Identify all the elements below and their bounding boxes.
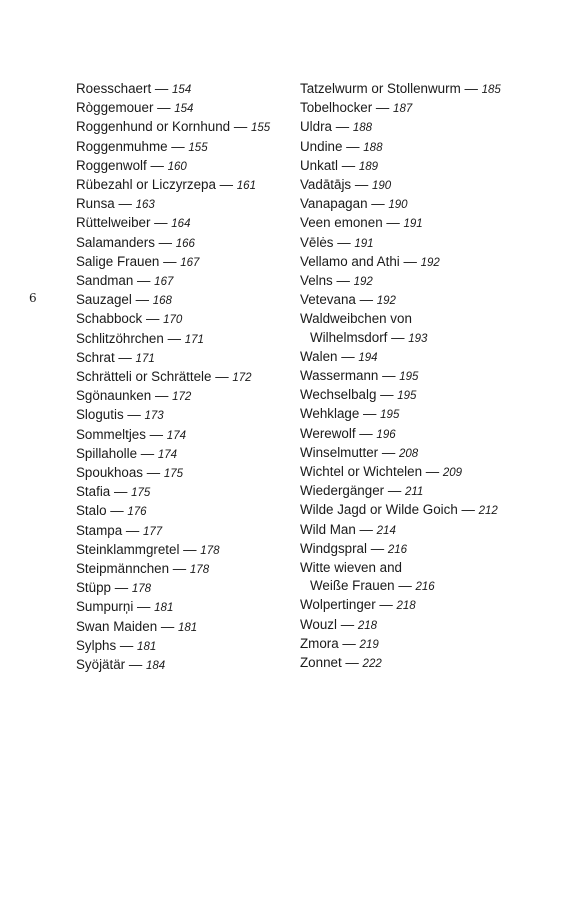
- entry-name: Velns: [300, 273, 333, 289]
- index-entry: [300, 80, 570, 99]
- entry-name: Wouzl: [300, 616, 337, 632]
- index-entry: [300, 405, 570, 424]
- index-entry: [76, 157, 286, 176]
- entry-dash: —: [384, 483, 405, 499]
- index-entry: [76, 656, 286, 675]
- entry-dash: —: [342, 138, 364, 154]
- entry-name: Wolpertinger: [300, 597, 376, 613]
- index-entry: [76, 272, 286, 291]
- entry-name: Schlitzöhrchen: [76, 330, 164, 346]
- entry-dash: —: [332, 119, 353, 135]
- index-entry: [300, 195, 570, 214]
- index-entry: [300, 214, 570, 233]
- entry-page-number: 193: [408, 332, 428, 345]
- entry-page-number: 195: [380, 409, 400, 422]
- entry-name: Walen: [300, 348, 338, 364]
- entry-dash: —: [230, 119, 251, 135]
- entry-dash: —: [332, 273, 354, 289]
- entry-page-number: 190: [371, 180, 392, 193]
- entry-name: Wichtel or Wichtelen: [300, 464, 423, 480]
- entry-dash: —: [131, 292, 153, 308]
- entry-dash: —: [359, 406, 381, 422]
- entry-page-number: 167: [180, 256, 200, 269]
- index-entry: [300, 654, 570, 673]
- entry-page-number: 209: [442, 467, 463, 480]
- entry-dash: —: [151, 81, 173, 96]
- index-entry: [76, 406, 286, 425]
- entry-name: Sumpurņi: [76, 599, 134, 615]
- entry-dash: —: [337, 157, 359, 173]
- entry-dash: —: [154, 234, 176, 250]
- entry-name: Stafia: [76, 484, 111, 500]
- entry-page-number: 155: [188, 141, 208, 154]
- index-entry: [300, 521, 570, 540]
- entry-dash: —: [351, 177, 372, 193]
- page-number: 6: [29, 291, 37, 305]
- entry-page-number: 181: [177, 621, 198, 634]
- index-entry: [76, 291, 286, 310]
- index-entry: [300, 635, 570, 654]
- entry-dash: —: [399, 253, 421, 269]
- entry-name: Slogutis: [76, 407, 124, 423]
- index-entry: [300, 425, 570, 444]
- index-column-right: [300, 80, 570, 673]
- entry-name: Roggenmuhme: [76, 138, 168, 154]
- index-entry: [76, 387, 286, 406]
- entry-page-number: 208: [398, 447, 419, 460]
- index-entry: [300, 99, 570, 118]
- index-entry: [76, 310, 286, 329]
- index-entry: [76, 234, 286, 253]
- entry-name: Vetevana: [300, 292, 356, 308]
- index-entry: [76, 579, 286, 598]
- entry-dash: —: [215, 177, 237, 193]
- entry-dash: —: [150, 215, 172, 231]
- index-column-left: [76, 80, 286, 675]
- entry-name: Witte wieven and: [300, 560, 402, 576]
- index-entry: [76, 195, 286, 214]
- entry-page-number: 171: [135, 352, 155, 365]
- entry-name: Syöjätär: [76, 657, 126, 673]
- entry-dash: —: [378, 368, 400, 384]
- entry-dash: —: [167, 138, 189, 154]
- entry-name: Werewolf: [300, 425, 356, 441]
- entry-page-number: 195: [399, 371, 419, 384]
- entry-name: Tatzelwurm or Stollenwurm: [300, 81, 461, 96]
- index-entry: [76, 464, 286, 483]
- entry-name: Winselmutter: [300, 444, 379, 460]
- entry-name: Veen emonen: [300, 215, 383, 231]
- entry-page-number: 195: [397, 390, 417, 403]
- index-entry: [76, 522, 286, 541]
- entry-dash: —: [211, 369, 233, 385]
- entry-dash: —: [372, 100, 394, 116]
- entry-dash: —: [341, 655, 363, 671]
- entry-name: Sgönaunken: [76, 388, 152, 404]
- index-entry: [300, 253, 570, 272]
- entry-name: Tobelhocker: [300, 100, 373, 116]
- entry-dash: —: [123, 407, 145, 423]
- index-entry: [76, 214, 286, 233]
- entry-name: Windgspral: [300, 540, 367, 556]
- entry-dash: —: [460, 81, 482, 96]
- index-entry: [300, 616, 570, 635]
- entry-dash: —: [110, 484, 132, 500]
- entry-dash: —: [179, 541, 201, 557]
- entry-page-number: 211: [404, 486, 424, 499]
- entry-dash: —: [146, 157, 168, 173]
- entry-dash: —: [153, 100, 175, 116]
- entry-page-number: 171: [184, 333, 204, 346]
- entry-dash: —: [116, 637, 138, 653]
- entry-page-number: 175: [163, 468, 184, 481]
- index-entry: [300, 501, 570, 520]
- entry-dash: —: [143, 465, 164, 481]
- entry-page-number: 192: [353, 276, 373, 289]
- entry-name: Sauzagel: [76, 292, 132, 308]
- entry-dash: —: [122, 522, 143, 538]
- index-entry: [76, 80, 286, 99]
- entry-name: Wilde Jagd or Wilde Goich: [300, 502, 458, 518]
- entry-page-number: 214: [376, 524, 396, 537]
- entry-name: Spoukhoas: [76, 465, 144, 481]
- entry-name: Roggenhund or Kornhund: [76, 119, 231, 135]
- entry-page-number: 155: [250, 122, 271, 135]
- entry-name: Waldweibchen von: [300, 311, 412, 327]
- entry-page-number: 218: [357, 619, 377, 632]
- entry-name: Stalo: [76, 503, 107, 519]
- entry-dash: —: [375, 597, 397, 613]
- entry-page-number: 160: [167, 160, 187, 173]
- entry-page-number: 161: [236, 180, 256, 193]
- entry-page-number: 218: [396, 600, 416, 613]
- entry-page-number: 188: [363, 141, 383, 154]
- entry-dash: —: [133, 599, 155, 615]
- index-entry: [76, 118, 286, 137]
- entry-name: Wehklage: [300, 406, 360, 422]
- entry-name: Stampa: [76, 522, 123, 538]
- entry-dash: —: [125, 657, 146, 673]
- entry-dash: —: [159, 253, 181, 269]
- entry-page-number: 191: [403, 218, 423, 231]
- index-entry: [76, 426, 286, 445]
- entry-name: Steinklammgretel: [76, 541, 180, 557]
- entry-name: Rüttelweiber: [76, 215, 151, 231]
- index-entry: [300, 386, 570, 405]
- entry-name: Vanapagan: [300, 196, 368, 212]
- entry-dash: —: [394, 578, 416, 594]
- entry-dash: —: [382, 215, 404, 231]
- index-entry: [76, 560, 286, 579]
- entry-page-number: 216: [387, 543, 408, 556]
- entry-name-continuation: [300, 577, 570, 596]
- entry-page-number: 176: [127, 506, 147, 519]
- index-entry: [300, 118, 570, 137]
- entry-name: Roggenwolf: [76, 157, 147, 173]
- entry-dash: —: [169, 561, 190, 577]
- entry-page-number: 192: [376, 295, 396, 308]
- entry-name: Stüpp: [76, 580, 111, 596]
- index-entry: [300, 138, 570, 157]
- entry-page-number: 194: [358, 351, 378, 364]
- index-entry: [76, 598, 286, 617]
- entry-page-number: 168: [152, 295, 172, 308]
- index-entry: [76, 502, 286, 521]
- entry-page-number: 181: [154, 602, 174, 615]
- index-entry: [76, 176, 286, 195]
- entry-name: Sandman: [76, 273, 134, 289]
- index-entry: [76, 138, 286, 157]
- entry-name: Sommeltjes: [76, 426, 146, 442]
- entry-name: Schrat: [76, 349, 115, 365]
- index-entry: [300, 540, 570, 559]
- entry-dash: —: [111, 580, 132, 596]
- entry-name: Vēlės: [300, 234, 334, 250]
- entry-name: Zmora: [300, 635, 339, 651]
- index-entry: [76, 253, 286, 272]
- entry-dash: —: [106, 503, 128, 519]
- entry-page-number: 181: [137, 640, 157, 653]
- entry-page-number: 212: [478, 505, 498, 518]
- entry-name: Vadātājs: [300, 177, 352, 193]
- index-entry: [300, 234, 570, 253]
- entry-name: Zonnet: [300, 655, 342, 671]
- entry-page-number: 191: [354, 237, 374, 250]
- entry-name: Salamanders: [76, 234, 155, 250]
- entry-dash: —: [387, 329, 409, 345]
- entry-page-number: 188: [352, 122, 373, 135]
- entry-page-number: 154: [174, 103, 194, 116]
- entry-name: Sylphs: [76, 637, 117, 653]
- entry-dash: —: [359, 521, 377, 537]
- index-entry: [76, 99, 286, 118]
- entry-dash: —: [367, 196, 389, 212]
- entry-page-number: 190: [388, 199, 408, 212]
- entry-page-number: 196: [376, 428, 396, 441]
- index-entry: [76, 445, 286, 464]
- entry-dash: —: [114, 349, 136, 365]
- entry-name: Wiedergänger: [300, 483, 385, 499]
- index-entry: [76, 618, 286, 637]
- entry-dash: —: [333, 234, 355, 250]
- entry-page-number: 163: [135, 199, 155, 212]
- entry-name: Schabbock: [76, 311, 143, 327]
- index-entry: [300, 272, 570, 291]
- index-entry: [300, 596, 570, 615]
- entry-name: Ròggemouer: [76, 100, 154, 116]
- entry-dash: —: [137, 445, 158, 461]
- entry-name: Spillaholle: [76, 445, 138, 461]
- entry-page-number: 166: [175, 237, 195, 250]
- entry-name: Uldra: [300, 119, 332, 135]
- index-entry: [300, 176, 570, 195]
- index-entry: [76, 368, 286, 387]
- entry-name: Schrätteli or Schrättele: [76, 369, 212, 385]
- entry-page-number: 174: [166, 429, 186, 442]
- entry-dash: —: [151, 388, 173, 404]
- entry-name: Undine: [300, 138, 343, 154]
- index-entry: [76, 349, 286, 368]
- entry-name: Salige Frauen: [76, 253, 160, 269]
- index-entry: [300, 348, 570, 367]
- entry-name: Wild Man: [300, 521, 360, 537]
- index-entry: [300, 559, 570, 596]
- entry-dash: —: [378, 444, 399, 460]
- entry-page-number: 216: [415, 581, 435, 594]
- entry-name: Runsa: [76, 196, 115, 212]
- entry-dash: —: [355, 292, 377, 308]
- entry-dash: —: [422, 464, 443, 480]
- entry-page-number: 178: [189, 564, 210, 577]
- index-entry: [300, 482, 570, 501]
- index-entry: [76, 541, 286, 560]
- entry-dash: —: [355, 425, 377, 441]
- entry-page-number: 189: [358, 160, 378, 173]
- entry-dash: —: [366, 540, 388, 556]
- entry-page-number: 185: [481, 84, 501, 96]
- entry-name: Steipmännchen: [76, 561, 170, 577]
- entry-name: Unkatl: [300, 157, 338, 173]
- entry-name: Vellamo and Athi: [300, 253, 400, 269]
- index-entry: [300, 157, 570, 176]
- entry-page-number: 173: [144, 410, 164, 423]
- index-entry: [76, 637, 286, 656]
- entry-dash: —: [457, 502, 479, 518]
- entry-name-continuation-text: Wilhelmsdorf: [310, 329, 388, 345]
- entry-page-number: 172: [232, 372, 252, 385]
- entry-page-number: 222: [362, 658, 382, 671]
- index-entry: [300, 463, 570, 482]
- entry-dash: —: [145, 426, 167, 442]
- entry-dash: —: [376, 387, 398, 403]
- entry-name-continuation-text: Weiße Frauen: [310, 578, 395, 594]
- entry-page-number: 154: [172, 84, 192, 96]
- entry-dash: —: [163, 330, 185, 346]
- entry-page-number: 178: [200, 544, 220, 557]
- entry-name: Roesschaert: [76, 81, 152, 96]
- entry-dash: —: [114, 196, 136, 212]
- entry-name: Wassermann: [300, 368, 379, 384]
- entry-name: Swan Maiden: [76, 618, 158, 634]
- index-entry: [76, 483, 286, 502]
- entry-page-number: 178: [131, 583, 152, 596]
- entry-dash: —: [338, 635, 360, 651]
- entry-dash: —: [157, 618, 178, 634]
- entry-dash: —: [336, 616, 358, 632]
- entry-page-number: 187: [393, 103, 413, 116]
- entry-name: Wechselbalg: [300, 387, 377, 403]
- index-entry: [76, 330, 286, 349]
- entry-dash: —: [337, 348, 359, 364]
- entry-name-continuation: [300, 329, 570, 348]
- index-entry: [300, 444, 570, 463]
- entry-page-number: 174: [157, 448, 178, 461]
- entry-page-number: 192: [420, 256, 440, 269]
- entry-page-number: 184: [145, 660, 166, 673]
- entry-page-number: 219: [359, 638, 379, 651]
- entry-page-number: 175: [131, 487, 151, 500]
- entry-page-number: 172: [172, 391, 192, 404]
- entry-page-number: 167: [154, 276, 174, 289]
- index-entry: [300, 291, 570, 310]
- entry-page-number: 164: [171, 218, 191, 231]
- index-entry: [300, 310, 570, 347]
- entry-dash: —: [142, 311, 164, 327]
- entry-name: Rübezahl or Liczyrzepa: [76, 177, 216, 193]
- entry-dash: —: [133, 273, 155, 289]
- entry-page-number: 170: [163, 314, 183, 327]
- index-entry: [300, 367, 570, 386]
- entry-page-number: 177: [143, 525, 163, 538]
